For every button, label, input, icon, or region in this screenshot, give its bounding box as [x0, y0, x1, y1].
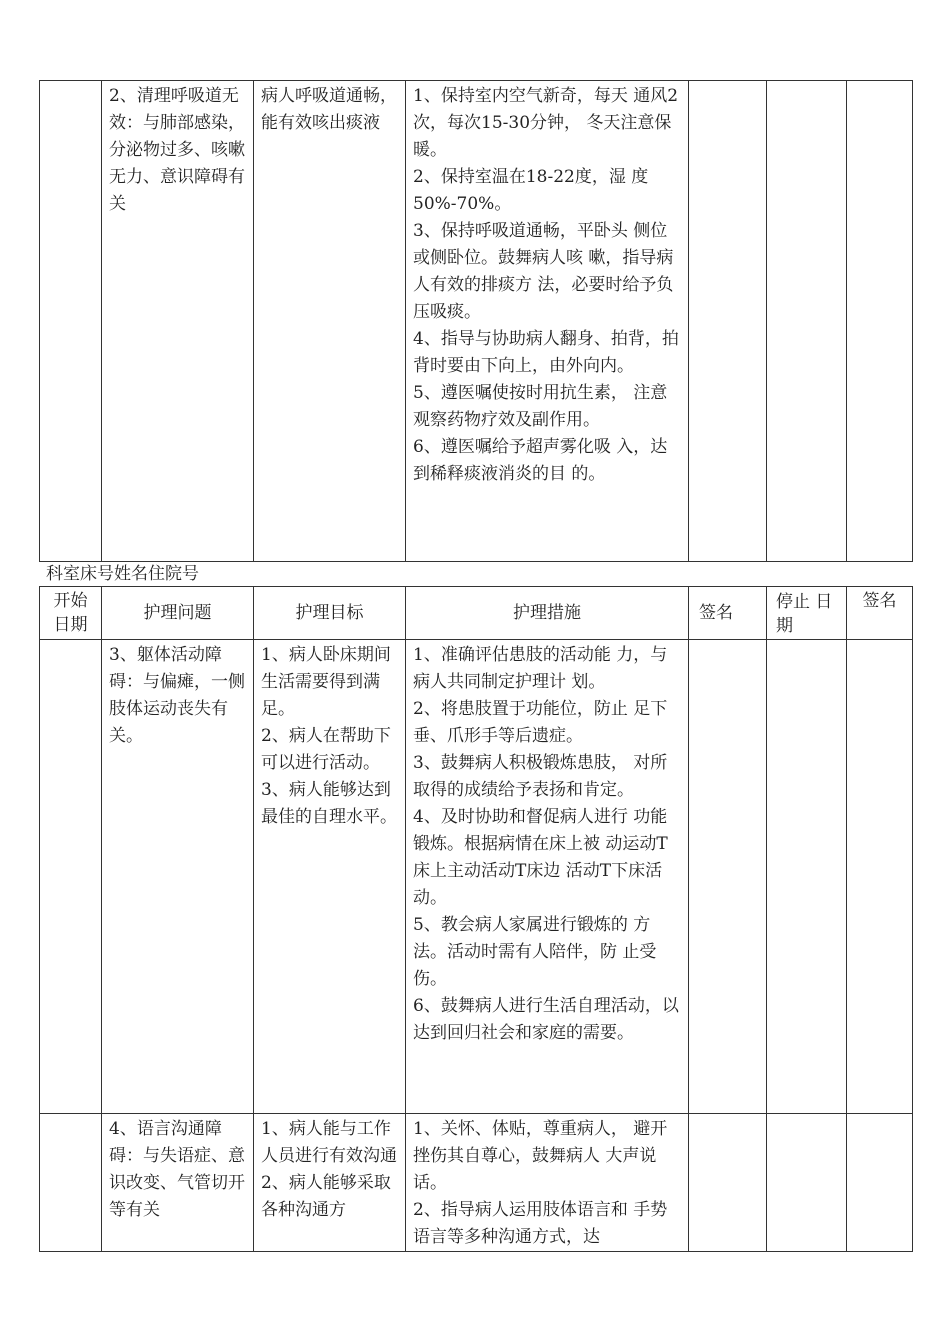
care-plan-table-top	[39, 80, 913, 562]
measures-list	[406, 81, 688, 488]
problem-cell	[102, 81, 254, 562]
measure-item: 3、保持呼吸道通畅，平卧头 侧位或侧卧位。鼓舞病人咳 嗽，指导病人有效的排痰方 法，必要时给予负压吸痰。	[413, 221, 674, 322]
stop-date-cell[interactable]	[767, 640, 847, 1114]
problem-text: 4、语言沟通障碍：与失语症、意识改变、气管切开等有关	[109, 1119, 245, 1220]
header-start-date: 开始日期	[40, 587, 102, 640]
measure-item: 1、保持室内空气新奇，每天 通风2次，每次15-30分钟， 冬天注意保暖。	[413, 86, 679, 160]
measure-item: 1、关怀、体贴，尊重病人， 避开挫伤其自尊心，鼓舞病人 大声说话。	[413, 1119, 668, 1193]
goals-list	[254, 640, 405, 831]
table-row	[40, 1114, 913, 1252]
goal-cell	[254, 81, 406, 562]
header-goal: 护理目标	[254, 587, 406, 640]
measure-item: 1、准确评估患肢的活动能 力，与病人共同制定护理计 划。	[413, 645, 668, 692]
problem-cell	[102, 1114, 254, 1252]
header-stop-date: 停止 日期	[767, 587, 847, 640]
header-measures: 护理措施	[406, 587, 689, 640]
sign2-cell[interactable]	[847, 1114, 913, 1252]
goals-list	[254, 1114, 405, 1224]
sign2-cell[interactable]	[847, 640, 913, 1114]
problem-text: 2、清理呼吸道无效：与肺部感染，分泌物过多、咳嗽无力、意识障碍有关	[109, 86, 245, 214]
stop-date-cell[interactable]	[767, 81, 847, 562]
sign-cell[interactable]	[689, 81, 767, 562]
care-plan-table	[39, 586, 913, 1252]
header-sign: 签名	[689, 587, 767, 640]
measures-cell	[406, 81, 689, 562]
sign2-cell[interactable]	[847, 81, 913, 562]
goal-text: 病人呼吸道通畅，能有效咳出痰液	[261, 86, 397, 133]
measure-item: 4、及时协助和督促病人进行 功能锻炼。根据病情在床上被 动运动T床上主动活动T床边 活动T下床活动。	[413, 807, 668, 908]
measure-item: 5、遵医嘱使按时用抗生素， 注意观察药物疗效及副作用。	[413, 383, 668, 430]
goal-cell	[254, 1114, 406, 1252]
measure-item: 2、保持室温在18-22度，湿 度50%-70%。	[413, 167, 649, 214]
start-date-cell[interactable]	[40, 640, 102, 1114]
measure-item: 6、鼓舞病人进行生活自理活动，以达到回归社会和家庭的需要。	[413, 996, 679, 1043]
table-row	[40, 81, 913, 562]
measure-item: 4、指导与协助病人翻身、拍背，拍背时要由下向上，由外向内。	[413, 329, 679, 376]
goal-item: 2、病人能够采取各种沟通方	[261, 1173, 391, 1220]
goal-item: 1、病人能与工作人员进行有效沟通	[261, 1119, 397, 1166]
measure-item: 6、遵医嘱给予超声雾化吸 入，达到稀释痰液消炎的目 的。	[413, 437, 668, 484]
header-row	[40, 587, 913, 640]
header-sign2: 签名	[847, 587, 913, 640]
measure-item: 2、将患肢置于功能位，防止 足下垂、爪形手等后遗症。	[413, 699, 668, 746]
patient-info-line: 科室床号姓名住院号	[46, 564, 199, 584]
problem-text: 3、躯体活动障碍：与偏瘫，一侧肢体运动丧失有关。	[109, 645, 245, 746]
goal-item: 3、病人能够达到最佳的自理水平。	[261, 780, 397, 827]
goal-item: 1、病人卧床期间生活需要得到满足。	[261, 645, 391, 719]
goal-item: 2、病人在帮助下可以进行活动。	[261, 726, 391, 773]
measures-list	[406, 1114, 688, 1251]
header-problem: 护理问题	[102, 587, 254, 640]
sign-cell[interactable]	[689, 1114, 767, 1252]
stop-date-cell[interactable]	[767, 1114, 847, 1252]
measures-list	[406, 640, 688, 1047]
start-date-cell[interactable]	[40, 81, 102, 562]
sign-cell[interactable]	[689, 640, 767, 1114]
measures-cell	[406, 640, 689, 1114]
start-date-cell[interactable]	[40, 1114, 102, 1252]
measure-item: 3、鼓舞病人积极锻炼患肢， 对所取得的成绩给予表扬和肯定。	[413, 753, 668, 800]
goal-cell	[254, 640, 406, 1114]
measure-item: 5、教会病人家属进行锻炼的 方法。活动时需有人陪伴，防 止受伤。	[413, 915, 657, 989]
measures-cell	[406, 1114, 689, 1252]
measure-item: 2、指导病人运用肢体语言和 手势语言等多种沟通方式，达	[413, 1200, 668, 1247]
problem-cell	[102, 640, 254, 1114]
table-row	[40, 640, 913, 1114]
